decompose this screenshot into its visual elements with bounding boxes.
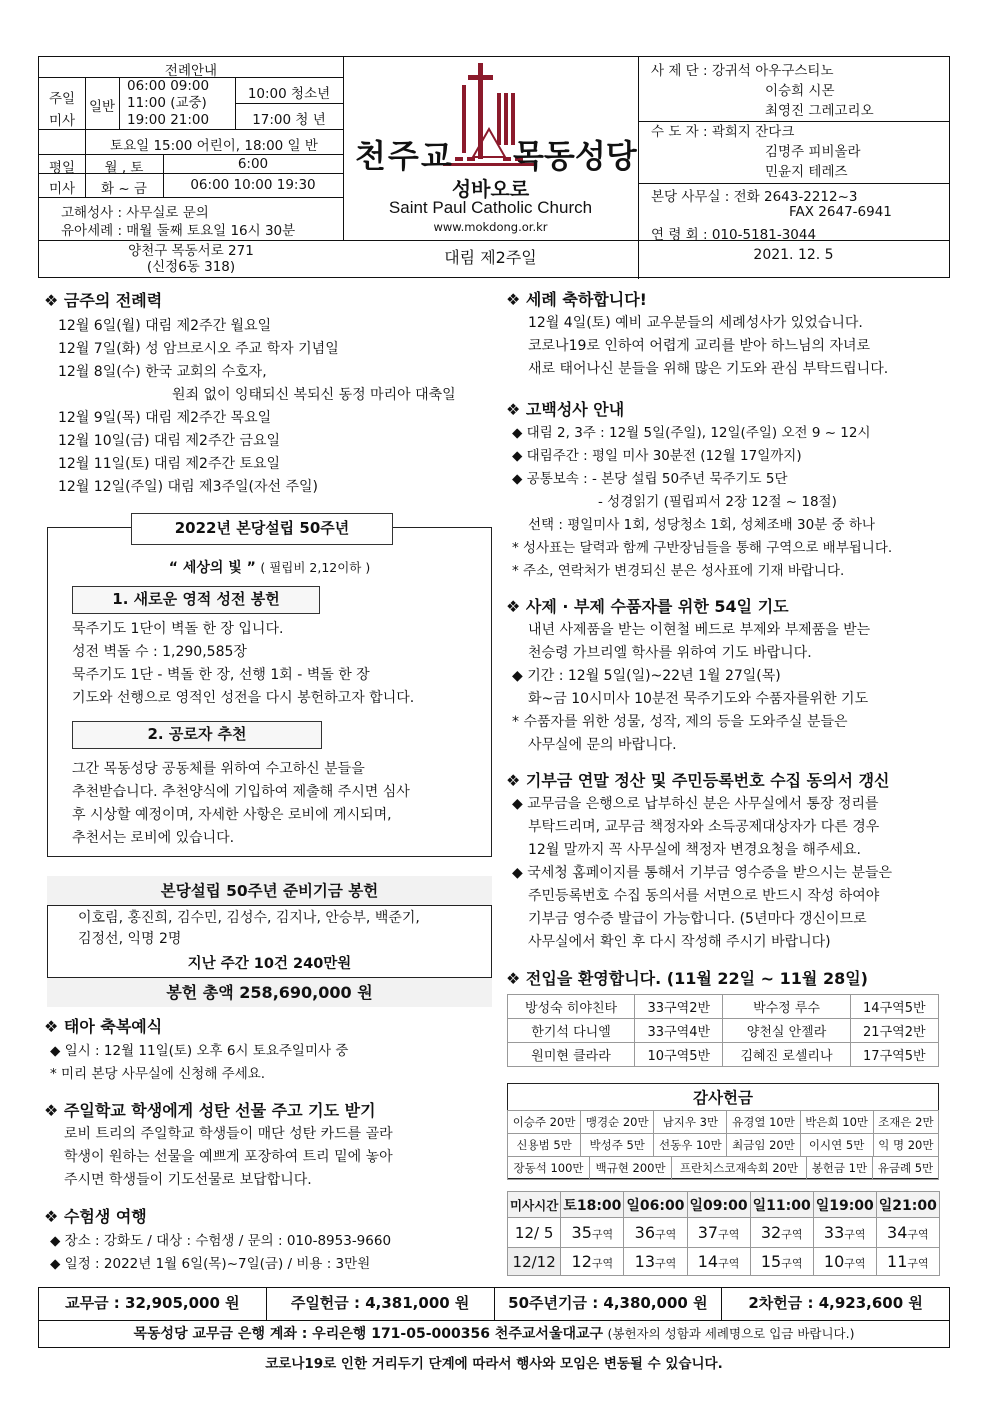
- mon-sat-time: 6:00: [237, 156, 269, 172]
- church-name-right: 목동성당: [513, 137, 637, 175]
- mass-count-cell: 33구역: [813, 1218, 876, 1248]
- covid-notice: 코로나19로 인한 거리두기 단계에 따라서 행사와 모임은 변동될 수 있습니다.: [265, 1356, 723, 1372]
- liturgy-week-section: ❖ 금주의 전례력 12월 6일(월) 대림 제2주간 월요일 12월 7일(화) 성 암브로시오 주교 학자 기념일 12월 8일(수) 한국 교회의 수호자, 원죄 없이 잉태되신 복되신 동정 마리아 대축일 12월 9일(목) 대림 제2주간 목요일 12월 10일(금) 대림 제2주간 금요일 12월 11일(토) 대림 제2주간 토요일 12월 12일(주일) 대림 제3주일(자선 주일): [44, 288, 492, 499]
- bank-account: 목동성당 교무금 은행 계좌 : 우리은행 171-05-000356 천주교서울대교구 (봉헌자의 성함과 세례명으로 입금 바랍니다.): [38, 1321, 950, 1348]
- subsection-2-title: 2. 공로자 추천: [72, 721, 322, 749]
- table-row: 원미현 클라라 10구역5반 김혜진 로셀리나 17구역5반: [508, 1043, 939, 1067]
- anniversary-title: 2022년 본당설립 50주년: [131, 513, 393, 545]
- table-row: 미사시간 토18:00 일06:00 일09:00 일11:00 일19:00 일21:00: [508, 1192, 940, 1218]
- liturgy-guide-title: 전례안내: [164, 63, 218, 79]
- mass-attendance-table: [507, 1191, 940, 1276]
- tue-fri-label: 화 ~ 금: [101, 181, 147, 197]
- sunday-school-section: ❖ 주일학교 학생에게 성탄 선물 주고 기도 받기 로비 트리의 주일학교 학생들이 매단 성탄 카드를 골라 학생이 원하는 선물을 예쁘게 포장하여 트리 밑에 놓아 주시면 학생들이 기도선물로 보답합니다.: [44, 1101, 393, 1188]
- sunday-times: 06:00 09:00 11:00 (교중) 19:00 21:00: [127, 78, 210, 128]
- exam-trip-section: ❖ 수험생 여행 ◆ 장소 : 강화도 / 대상 : 수험생 / 문의 : 010-8953-9660 ◆ 일정 : 2022년 1월 6일(목)~7일(금) / 비용 : 3만원: [44, 1207, 392, 1272]
- liturgy-week-title: ❖ 금주의 전례력: [44, 291, 163, 310]
- table-row: 이승주 20만 맹경순 20만 남지우 3만 유경열 10만 박은희 10만 조재은 2만: [508, 1111, 939, 1134]
- table-row: [508, 1218, 940, 1248]
- baptism-section: ❖ 세례 축하합니다! 12월 4일(토) 예비 교우분들의 세례성사가 있었습니다. 코로나19로 인하여 어렵게 교리를 받아 하느님의 자녀로 새로 태어나신 분들을 위해 많은 기도와 관심 부탁드립니다.: [506, 290, 889, 377]
- mass-date-cell: 12/ 5: [508, 1218, 561, 1248]
- religious-2: 김명주 피비올라: [765, 144, 861, 160]
- offering-summary: [38, 1287, 950, 1321]
- saturday-mass: 토요일 15:00 어린이, 18:00 일 반: [110, 138, 318, 154]
- office-phone: 본당 사무실 : 전화 2643-2212~3: [651, 189, 858, 205]
- infant-baptism-info: 유아세례 : 매월 둘째 토요일 16시 30분: [61, 223, 296, 239]
- mass-count-cell: 37구역: [687, 1218, 750, 1248]
- website[interactable]: www.mokdong.or.kr: [433, 220, 548, 234]
- header-box: [38, 56, 950, 278]
- church-logo: [343, 57, 638, 240]
- fund-week: 지난 주간 10건 240만원: [187, 956, 352, 972]
- blessing-section: ❖ 태아 축복예식 ◆ 일시 : 12월 11일(토) 오후 6시 토요주일미사 중 * 미리 본당 사무실에 신청해 주세요.: [44, 1017, 349, 1082]
- table-row: 방성숙 히야친타 33구역2반 박수정 루수 14구역5반: [508, 995, 939, 1019]
- mass-count-cell: 13구역: [624, 1248, 687, 1276]
- mass-count-cell: 12구역: [561, 1248, 624, 1276]
- welcome-title: ❖ 전입을 환영합니다. (11월 22일 ~ 11월 28일): [506, 969, 868, 988]
- week-title: 대림 제2주일: [444, 248, 537, 267]
- table-row: 한기석 다니엘 33구역4반 양천실 안젤라 21구역2반: [508, 1019, 939, 1043]
- table-row: [508, 1248, 940, 1276]
- tax-section: ❖ 기부금 연말 정산 및 주민등록번호 수집 동의서 갱신 ◆ 교무금을 은행으로 납부하신 분은 사무실에서 통장 정리를 부탁드리며, 교무금 책정자와 소득공제대상자가 다른 경우 12월 말까지 꼭 사무실에 책정자 변경요청을 해주세요. ◆ 국세청 홈페이지를 통해서 기부금 영수증을 받으시는 분들은 주민등록번호 수집 동의서를 서면으로 반드시 작성 하여야 기부금 영수증 발급이 가능합니다. (5년마다 갱신이므로 사무실에서 확인 후 다시 작성해 주시기 바랍니다): [506, 771, 893, 950]
- fund-total: 봉헌 총액 258,690,000 원: [47, 977, 492, 1007]
- priest-3: 최영진 그레고리오: [765, 103, 874, 119]
- subsection-1-title: 1. 새로운 영적 성전 봉헌: [72, 586, 320, 614]
- offering-item: 교무금 : 32,905,000 원: [39, 1288, 267, 1320]
- mass-date-cell: 12/12: [508, 1248, 561, 1276]
- fund-names: 이호림, 홍진희, 김수민, 김성수, 김지나, 안승부, 백준기, 김정선, 익명 2명: [78, 910, 420, 947]
- parish-name-en: Saint Paul Catholic Church: [388, 198, 593, 217]
- subsection-1-body: 묵주기도 1단이 벽돌 한 장 입니다. 성전 벽돌 수 : 1,290,585장 묵주기도 1단 - 벽돌 한 장, 선행 1회 - 벽돌 한 장 기도와 선행으로 영적인 성전을 다시 봉헌하고자 합니다.: [72, 621, 415, 706]
- offering-item: 2차헌금 : 4,923,600 원: [748, 1294, 923, 1312]
- religious-block: 수 도 자 : 곽희지 잔다크: [651, 124, 795, 140]
- confession-section: ❖ 고백성사 안내 ◆ 대림 2, 3주 : 12월 5일(주일), 12일(주일) 오전 9 ~ 12시 ◆ 대림주간 : 평일 미사 30분전 (12월 17일까지) ◆ 공통보속 : - 본당 설립 50주년 묵주기도 5단 - 성경읽기 (필립피서 2장 12절 ~ 18절) 선택 : 평일미사 1회, 성당청소 1회, 성체조배 30분 중 하나 * 성사표는 달력과 함께 구반장님들을 통해 구역으로 배부됩니다. * 주소, 연락처가 변경되신 분은 성사표에 기재 바랍니다.: [506, 400, 893, 579]
- weekday-mass-label: 미사: [48, 181, 76, 197]
- thanks-title: 감사헌금: [693, 1089, 753, 1107]
- office-fax: FAX 2647-6941: [789, 204, 892, 220]
- mass-count-cell: 10구역: [813, 1248, 876, 1276]
- fund-title: 본당설립 50주년 준비기금 봉헌: [47, 876, 492, 906]
- issue-date: 2021. 12. 5: [753, 247, 834, 263]
- priests-block: 사 제 단 : 강귀석 아우구스티노: [651, 63, 834, 79]
- priest-2: 이승희 시몬: [765, 83, 835, 99]
- church-name-left: 천주교: [355, 137, 454, 175]
- young-adult-mass: 17:00 청 년: [252, 112, 326, 128]
- offering-item: 주일헌금 : 4,381,000 원: [267, 1288, 495, 1320]
- general-label: 일반: [88, 99, 116, 115]
- thanks-table: [507, 1110, 939, 1157]
- offering-item: 50주년기금 : 4,380,000 원: [495, 1288, 723, 1320]
- mass-count-cell: 14구역: [687, 1248, 750, 1276]
- mass-count-cell: 15구역: [750, 1248, 813, 1276]
- table-row: 신용범 5만 박성주 5만 선동우 10만 최금임 20만 이시연 5만 익 명 20만: [508, 1134, 939, 1157]
- youth-mass: 10:00 청소년: [247, 86, 331, 102]
- anniversary-motto: “ 세상의 빛 ” ( 필립비 2,12이하 ): [168, 560, 371, 576]
- sunday-label: 주일: [48, 91, 76, 107]
- religious-3: 민윤지 테레즈: [765, 164, 848, 180]
- tue-fri-times: 06:00 10:00 19:30: [190, 177, 316, 193]
- confession-info: 고해성사 : 사무실로 문의: [61, 205, 209, 221]
- ordination-prayer-section: ❖ 사제 · 부제 수품자를 위한 54일 기도 내년 사제품을 받는 이현철 베드로 부제와 부제품을 받는 천승령 가브리엘 학사를 위하여 기도 바랍니다. ◆ 기간 : 12월 5일(일)~22년 1월 27일(목) 화~금 10시미사 10분전 묵주기도와 수품자를위한 기도 * 수품자를 위한 성물, 성작, 제의 등을 도와주실 분들은 사무실에 문의 바랍니다.: [506, 597, 871, 753]
- mass-count-cell: 34구역: [876, 1218, 939, 1248]
- mass-count-cell: 11구역: [876, 1248, 939, 1276]
- mass-count-cell: 36구역: [624, 1218, 687, 1248]
- youth-council: 연 령 회 : 010-5181-3044: [651, 227, 817, 243]
- welcome-table: [507, 994, 939, 1067]
- mass-count-cell: 32구역: [750, 1218, 813, 1248]
- subsection-2-body: 그간 목동성당 공동체를 위하여 수고하신 분들을 추천받습니다. 추천양식에 기입하여 제출해 주시면 심사 후 시상할 예정이며, 자세한 사항은 로비에 게시되며, 추천서는 로비에 있습니다.: [72, 761, 410, 846]
- parish-name: 성바오로: [451, 177, 530, 201]
- mon-sat-label: 월 , 토: [104, 160, 144, 176]
- mass-label: 미사: [48, 113, 76, 129]
- thanks-table-row3: [507, 1156, 939, 1180]
- church-address: 양천구 목동서로 271 (신정6동 318): [128, 243, 254, 275]
- weekday-label: 평일: [48, 160, 76, 176]
- table-row: 장동석 100만 백규현 200만 프란치스코재속회 20만 봉헌금 1만 유금례 5만: [508, 1157, 939, 1180]
- mass-count-cell: 35구역: [561, 1218, 624, 1248]
